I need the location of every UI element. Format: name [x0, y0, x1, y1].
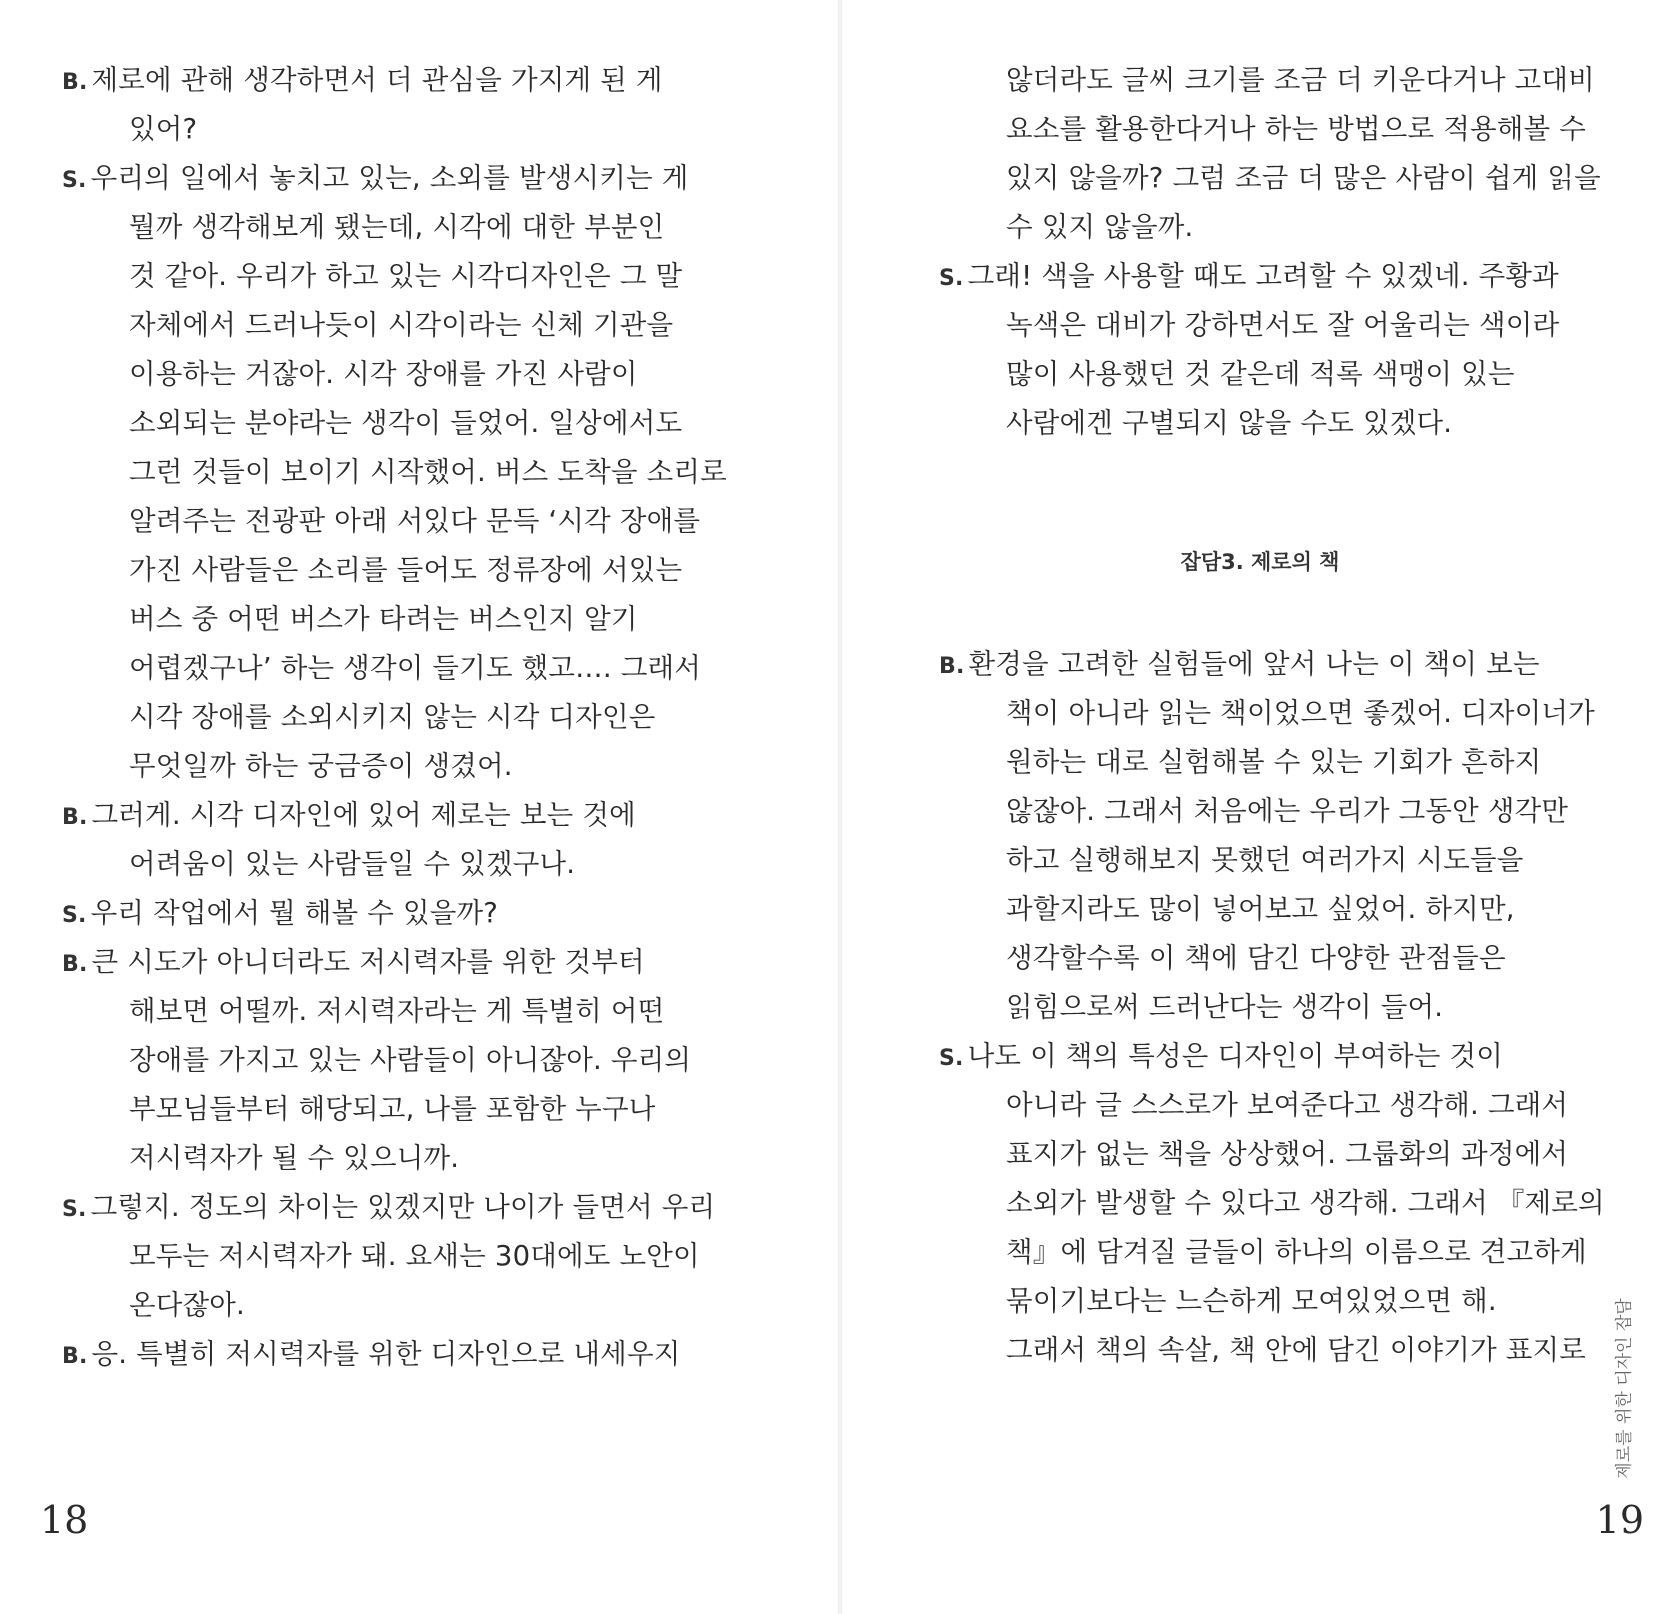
- line-text: 소외가 발생할 수 있다고 생각해. 그래서 『제로의: [1006, 1187, 1605, 1219]
- text-line: [0, 154, 838, 203]
- text-line: [0, 350, 838, 399]
- dialogue-paragraph: [842, 252, 1678, 448]
- line-text: 그래! 색을 사용할 때도 고려할 수 있겠네. 주황과: [967, 260, 1559, 292]
- dialogue-paragraph: [0, 56, 838, 154]
- text-line: [0, 987, 838, 1036]
- text-line: [0, 399, 838, 448]
- line-text: 모두는 저시력자가 돼. 요새는 30대에도 노안이: [129, 1240, 700, 1272]
- speaker-label: B.: [62, 1344, 88, 1369]
- text-line: [0, 497, 838, 546]
- line-text: 생각할수록 이 책에 담긴 다양한 관점들은: [1006, 942, 1506, 974]
- line-text: 어려움이 있는 사람들일 수 있겠구나.: [129, 848, 576, 880]
- text-line: [0, 1036, 838, 1085]
- text-line: [842, 203, 1678, 252]
- dialogue-paragraph: [842, 56, 1678, 252]
- dialogue-paragraph: [0, 154, 838, 791]
- line-text: 해보면 어떨까. 저시력자라는 게 특별히 어떤: [129, 995, 665, 1027]
- line-text: 책』에 담겨질 글들이 하나의 이름으로 견고하게: [1006, 1236, 1587, 1268]
- text-line: [842, 252, 1678, 301]
- text-line: [842, 934, 1678, 983]
- line-text: 부모님들부터 해당되고, 나를 포함한 누구나: [129, 1093, 656, 1125]
- text-line: [0, 301, 838, 350]
- line-text: 자체에서 드러나듯이 시각이라는 신체 기관을: [129, 309, 674, 341]
- text-line: [0, 56, 838, 105]
- dialogue-paragraph: [842, 640, 1678, 1032]
- line-text: 뭘까 생각해보게 됐는데, 시각에 대한 부분인: [129, 211, 665, 243]
- speaker-label: B.: [939, 654, 965, 679]
- line-text: 책이 아니라 읽는 책이었으면 좋겠어. 디자이너가: [1006, 697, 1595, 729]
- text-line: [0, 742, 838, 791]
- text-line: [842, 1032, 1678, 1081]
- text-line: [842, 885, 1678, 934]
- text-line: [842, 1228, 1678, 1277]
- line-text: 저시력자가 될 수 있으니까.: [129, 1142, 460, 1174]
- text-line: [0, 791, 838, 840]
- running-head-text: 제로를 위한 디자인 잡담: [1614, 1297, 1635, 1479]
- line-text: 표지가 없는 책을 상상했어. 그룹화의 과정에서: [1006, 1138, 1569, 1170]
- line-text: 온다잖아.: [129, 1289, 246, 1321]
- text-line: [0, 252, 838, 301]
- line-text: 있어?: [129, 113, 198, 145]
- text-line: [0, 1232, 838, 1281]
- text-line: [842, 787, 1678, 836]
- right-page: [842, 0, 1678, 1614]
- line-text: 아니라 글 스스로가 보여준다고 생각해. 그래서: [1006, 1089, 1569, 1121]
- line-text: 시각 장애를 소외시키지 않는 시각 디자인은: [129, 701, 656, 733]
- speaker-label: B.: [62, 70, 88, 95]
- text-line: [0, 1085, 838, 1134]
- text-line: [842, 154, 1678, 203]
- speaker-label: S.: [62, 168, 87, 193]
- line-text: 사람에겐 구별되지 않을 수도 있겠다.: [1006, 407, 1453, 439]
- right-page-text-top: [842, 56, 1678, 448]
- speaker-label: S.: [939, 266, 964, 291]
- line-text: 하고 실행해보지 못했던 여러가지 시도들을: [1006, 844, 1524, 876]
- section-title: 잡담3. 제로의 책: [1180, 550, 1340, 574]
- line-text: 버스 중 어떤 버스가 타려는 버스인지 알기: [129, 603, 638, 635]
- text-line: [0, 1330, 838, 1379]
- text-line: [0, 938, 838, 987]
- line-text: 것 같아. 우리가 하고 있는 시각디자인은 그 말: [129, 260, 683, 292]
- dialogue-paragraph: [0, 938, 838, 1183]
- text-line: [0, 595, 838, 644]
- text-line: [0, 448, 838, 497]
- line-text: 제로에 관해 생각하면서 더 관심을 가지게 된 게: [91, 64, 663, 96]
- text-line: [842, 640, 1678, 689]
- text-line: [842, 738, 1678, 787]
- speaker-label: S.: [939, 1046, 964, 1071]
- dialogue-paragraph: [842, 1032, 1678, 1375]
- dialogue-paragraph: [0, 1183, 838, 1330]
- running-head: [1608, 1282, 1636, 1494]
- dialogue-paragraph: [0, 889, 838, 938]
- line-text: 큰 시도가 아니더라도 저시력자를 위한 것부터: [91, 946, 645, 978]
- text-line: [842, 1179, 1678, 1228]
- right-page-text-bottom: [842, 640, 1678, 1375]
- left-page-text: [0, 56, 838, 1379]
- left-page: [0, 0, 838, 1614]
- text-line: [842, 350, 1678, 399]
- line-text: 과할지라도 많이 넣어보고 싶었어. 하지만,: [1006, 893, 1515, 925]
- line-text: 나도 이 책의 특성은 디자인이 부여하는 것이: [967, 1040, 1504, 1072]
- text-line: [842, 983, 1678, 1032]
- line-text: 무엇일까 하는 궁금증이 생겼어.: [129, 750, 513, 782]
- line-text: 그런 것들이 보이기 시작했어. 버스 도착을 소리로: [129, 456, 727, 488]
- line-text: 알려주는 전광판 아래 서있다 문득 ‘시각 장애를: [129, 505, 701, 537]
- text-line: [842, 105, 1678, 154]
- text-line: [0, 1183, 838, 1232]
- line-text: 그렇지. 정도의 차이는 있겠지만 나이가 들면서 우리: [90, 1191, 716, 1223]
- speaker-label: B.: [62, 952, 88, 977]
- dialogue-paragraph: [0, 791, 838, 889]
- line-text: 장애를 가지고 있는 사람들이 아니잖아. 우리의: [129, 1044, 692, 1076]
- line-text: 수 있지 않을까.: [1006, 211, 1194, 243]
- left-page-number: 18: [40, 1498, 89, 1542]
- text-line: [0, 203, 838, 252]
- text-line: [842, 1326, 1678, 1375]
- line-text: 묶이기보다는 느슨하게 모여있었으면 해.: [1006, 1285, 1497, 1317]
- text-line: [0, 693, 838, 742]
- text-line: [842, 689, 1678, 738]
- speaker-label: S.: [62, 1197, 87, 1222]
- line-text: 응. 특별히 저시력자를 위한 디자인으로 내세우지: [91, 1338, 681, 1370]
- line-text: 요소를 활용한다거나 하는 방법으로 적용해볼 수: [1006, 113, 1587, 145]
- text-line: [0, 644, 838, 693]
- line-text: 환경을 고려한 실험들에 앞서 나는 이 책이 보는: [968, 648, 1540, 680]
- text-line: [842, 301, 1678, 350]
- line-text: 읽힘으로써 드러난다는 생각이 들어.: [1006, 991, 1444, 1023]
- text-line: [842, 1277, 1678, 1326]
- text-line: [0, 1281, 838, 1330]
- line-text: 많이 사용했던 것 같은데 적록 색맹이 있는: [1006, 358, 1515, 390]
- line-text: 그래서 책의 속살, 책 안에 담긴 이야기가 표지로: [1006, 1334, 1587, 1366]
- line-text: 않잖아. 그래서 처음에는 우리가 그동안 생각만: [1006, 795, 1569, 827]
- line-text: 원하는 대로 실험해볼 수 있는 기회가 흔하지: [1006, 746, 1542, 778]
- line-text: 가진 사람들은 소리를 들어도 정류장에 서있는: [129, 554, 683, 586]
- speaker-label: B.: [62, 805, 88, 830]
- line-text: 있지 않을까? 그럼 조금 더 많은 사람이 쉽게 읽을: [1006, 162, 1601, 194]
- line-text: 그러게. 시각 디자인에 있어 제로는 보는 것에: [91, 799, 636, 831]
- text-line: [0, 105, 838, 154]
- right-page-number: 19: [1595, 1498, 1644, 1542]
- text-line: [842, 836, 1678, 885]
- text-line: [842, 56, 1678, 105]
- line-text: 녹색은 대비가 강하면서도 잘 어울리는 색이라: [1006, 309, 1560, 341]
- speaker-label: S.: [62, 903, 87, 928]
- text-line: [0, 546, 838, 595]
- line-text: 이용하는 거잖아. 시각 장애를 가진 사람이: [129, 358, 638, 390]
- text-line: [0, 889, 838, 938]
- text-line: [0, 840, 838, 889]
- text-line: [842, 1081, 1678, 1130]
- text-line: [0, 1134, 838, 1183]
- line-text: 우리 작업에서 뭘 해볼 수 있을까?: [90, 897, 499, 929]
- line-text: 우리의 일에서 놓치고 있는, 소외를 발생시키는 게: [90, 162, 689, 194]
- line-text: 소외되는 분야라는 생각이 들었어. 일상에서도: [129, 407, 683, 439]
- text-line: [842, 1130, 1678, 1179]
- text-line: [842, 399, 1678, 448]
- line-text: 어렵겠구나’ 하는 생각이 들기도 했고…. 그래서: [129, 652, 702, 684]
- dialogue-paragraph: [0, 1330, 838, 1379]
- line-text: 않더라도 글씨 크기를 조금 더 키운다거나 고대비: [1006, 64, 1595, 96]
